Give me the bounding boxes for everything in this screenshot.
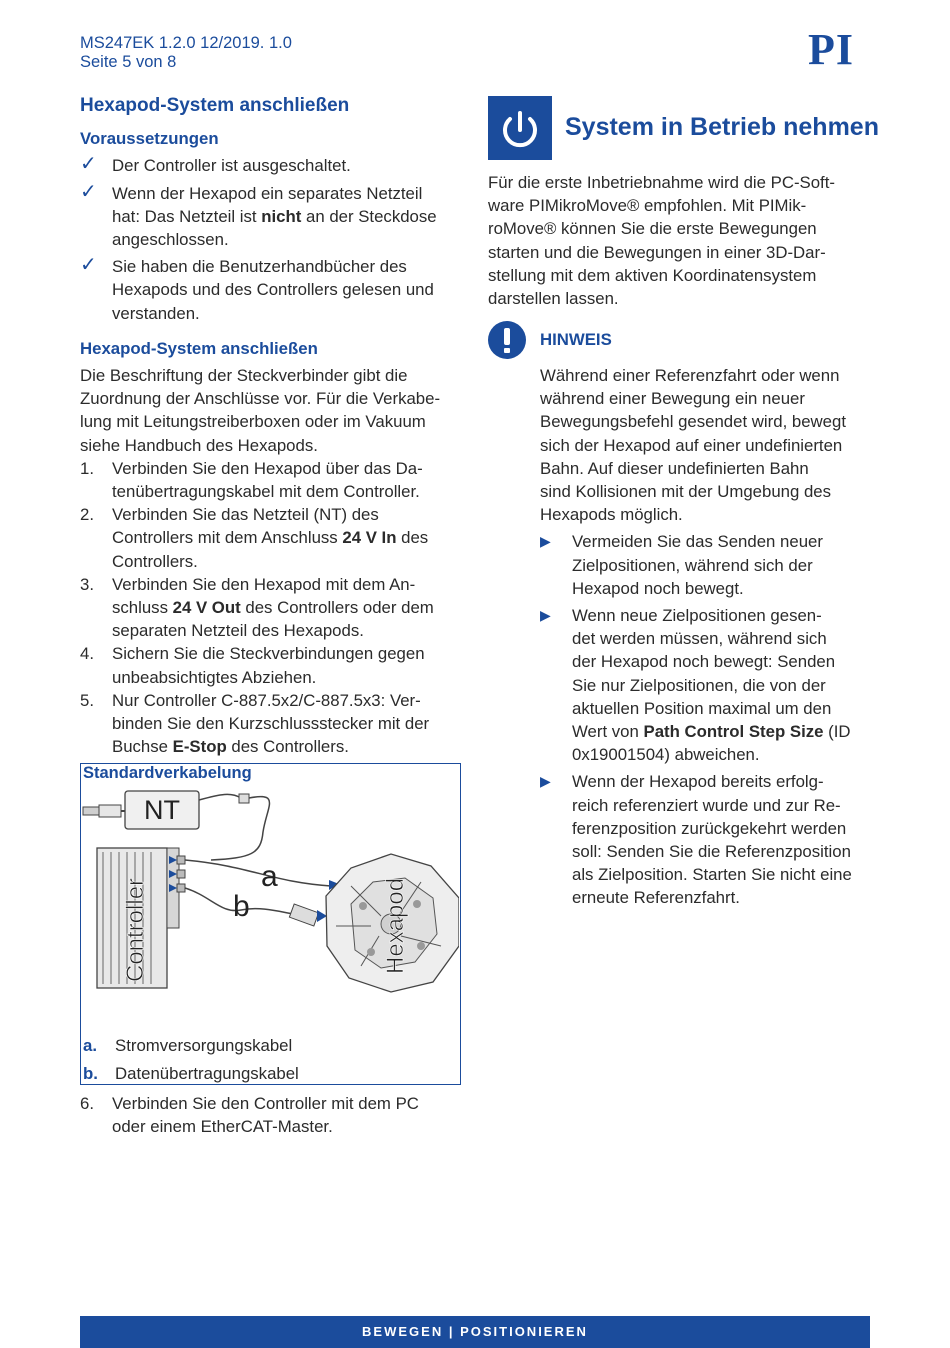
notice-title: HINWEIS — [540, 330, 612, 349]
triangle-bullet-icon: ▶ — [540, 773, 551, 790]
notice-text: Während einer Referenzfahrt oder wenn während einer Bewegung ein neuer Bewegungsbefehl gesendet wird, bewegt sich der Hexapod auf einer undefinierten Bahn. Auf dieser undefinierten Bahn sind Kollisionen mit der Umgebung des Hexapods möglich. ▶ Vermeiden Sie das Senden neuer Zielpositionen, während sich der Hexapod noch bewegt. ▶ Wenn neue Zielpositionen gesen- det werden müssen, während sich der Hexapod noch bewegt: Senden Sie nur Zielpositionen, die von der aktuellen Position maximal um den Wert von Path Control Step Size (ID 0x19001504) abweichen. ▶ Wenn der Hexapod bereits erfolg- reich referenziert wurde und zur Re- ferenzposition zurückgekehrt werden soll: Senden Sie die Referenzposition als Zielposition. Starten Sie nicht eine erneute Referenzfahrt. — [540, 364, 872, 910]
label-b: b — [233, 890, 250, 923]
exclamation-icon — [488, 321, 526, 359]
prerequisites-title: Voraussetzungen — [80, 129, 219, 149]
check-icon: ✓ — [80, 254, 97, 277]
notice-bullet: ▶ Wenn neue Zielpositionen gesen- det werden müssen, während sich der Hexapod noch bewegt: Senden Sie nur Zielpositionen, die von der aktuellen Position maximal um den Wert von Path Control Step Size (ID 0x19001504) abweichen. — [540, 606, 851, 765]
legend-item: a. Stromversorgungskabel — [83, 1036, 293, 1055]
check-item: ✓ Wenn der Hexapod ein separates Netzteil hat: Das Netzteil ist nicht an der Steckdose angeschlossen. — [80, 180, 437, 250]
nt-label: NT — [144, 795, 180, 825]
right-title: System in Betrieb nehmen — [565, 113, 879, 141]
check-icon: ✓ — [80, 153, 97, 176]
check-item: ✓ Sie haben die Benutzerhandbücher des Hexapods und des Controllers gelesen und verstanden. — [80, 254, 434, 323]
power-icon — [488, 96, 552, 160]
diagram-title: Standardverkabelung — [83, 764, 252, 782]
cabling-illustration — [81, 786, 459, 1026]
footer-bar: BEWEGEN | POSITIONIEREN — [80, 1316, 870, 1348]
step-item: 6. Verbinden Sie den Controller mit dem PC oder einem EtherCAT-Master. — [80, 1094, 419, 1137]
controller-label: Controller — [122, 877, 149, 982]
left-column — [80, 94, 465, 758]
step-item: 4. Sichern Sie die Steckverbindungen gegen unbeabsichtigtes Abziehen. — [80, 644, 425, 687]
page-number: Seite 5 von 8 — [80, 53, 177, 71]
notice-bullet: ▶ Vermeiden Sie das Senden neuer Zielpositionen, während sich der Hexapod noch bewegt. — [540, 532, 823, 598]
right-intro: Für die erste Inbetriebnahme wird die PC-Soft- ware PIMikroMove® empfohlen. Mit PIMik- roMove® können Sie die erste Bewegungen starten und die Bewegungen in einer 3D-Dar- stellung mit dem aktiven Koordinatensystem darstellen lassen. — [488, 173, 835, 309]
power-plug-icon — [83, 805, 125, 817]
step-item: 5. Nur Controller C-887.5x2/C-887.5x3: Ver- binden Sie den Kurzschlussstecker mit der Buchse E-Stop des Controllers. — [80, 690, 430, 757]
step-item: 2. Verbinden Sie das Netzteil (NT) des Controllers mit dem Anschluss 24 V In des Controllers. — [80, 505, 429, 571]
legend-item: b. Datenübertragungskabel — [83, 1064, 299, 1083]
notice-bullet: ▶ Wenn der Hexapod bereits erfolg- reich referenziert wurde und zur Re- ferenzposition zurückgekehrt werden soll: Senden Sie die Referenzposition als Zielposition. Starten Sie nicht eine erneute Referenzfahrt. — [540, 772, 852, 908]
check-item: ✓ Der Controller ist ausgeschaltet. — [80, 153, 351, 176]
label-a: a — [261, 860, 278, 893]
step-item: 1. Verbinden Sie den Hexapod über das Da- tenübertragungskabel mit dem Controller. — [80, 458, 423, 502]
hexapod-label: Hexapod — [382, 877, 409, 974]
intro-paragraph: Die Beschriftung der Steckverbinder gibt die Zuordnung der Anschlüsse vor. Für die Verkabe- lung mit Leitungstreiberboxen oder im Vakuum siehe Handbuch des Hexapods. — [80, 366, 441, 455]
connect-subtitle: Hexapod-System anschließen — [80, 338, 318, 358]
pi-logo: PI — [808, 25, 854, 74]
cabling-diagram — [80, 763, 461, 1085]
section-title: Hexapod-System anschließen — [80, 95, 350, 116]
check-icon: ✓ — [80, 180, 97, 203]
document-id: MS247EK 1.2.0 12/2019. 1.0 — [80, 34, 292, 52]
step-item: 3. Verbinden Sie den Hexapod mit dem An- schluss 24 V Out des Controllers oder dem separaten Netzteil des Hexapods. — [80, 574, 434, 641]
triangle-bullet-icon: ▶ — [540, 533, 551, 550]
triangle-bullet-icon: ▶ — [540, 607, 551, 624]
